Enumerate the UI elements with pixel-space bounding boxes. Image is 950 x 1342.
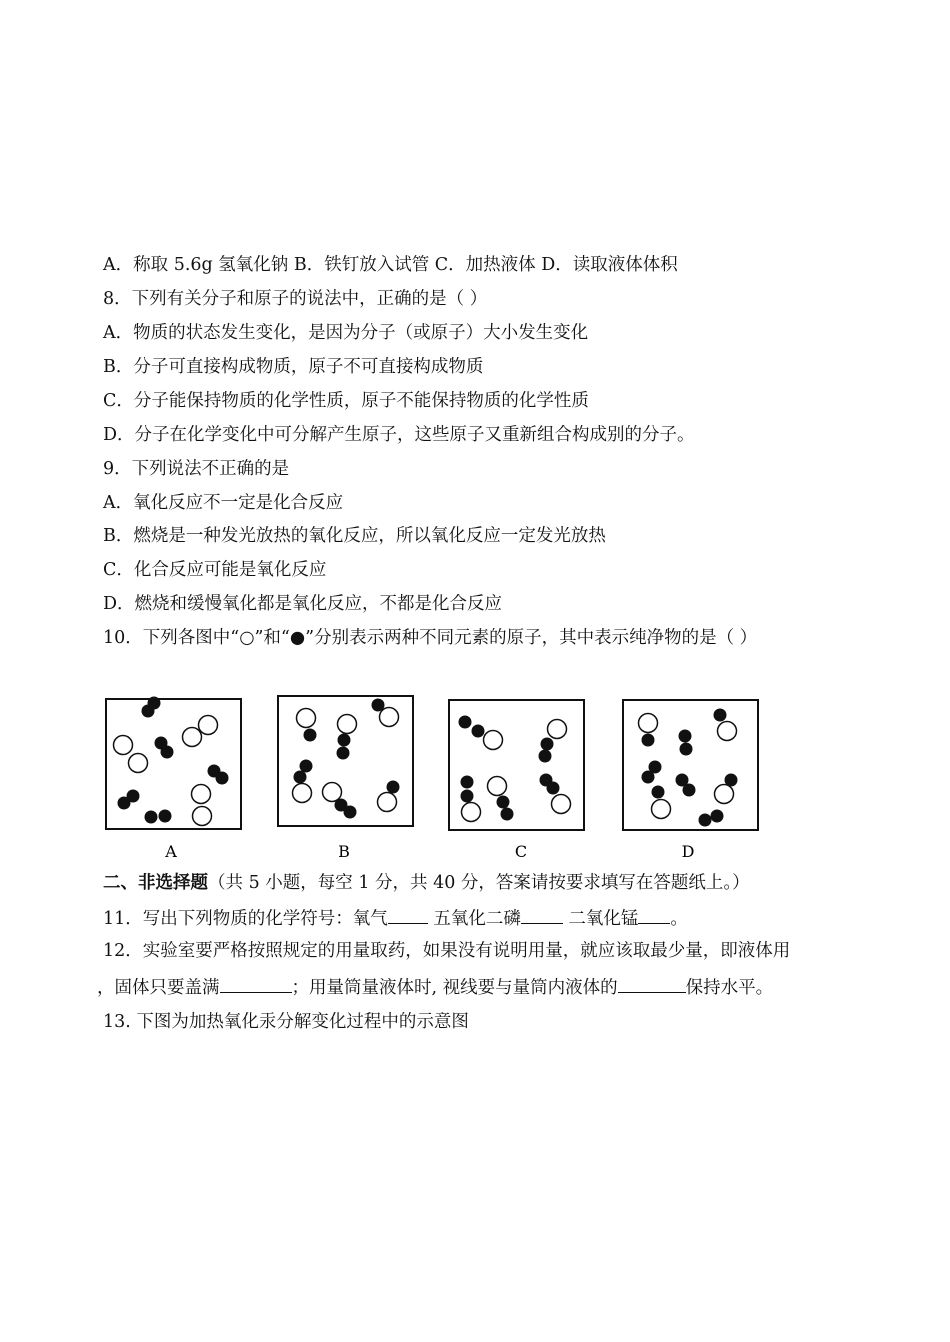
line-7-options: A．称取 5.6g 氢氧化钠 B．铁钉放入试管 C．加热液体 D．读取液体体积 [103, 255, 678, 275]
box-d [623, 700, 758, 830]
q9-option-c: C．化合反应可能是氧化反应 [103, 560, 327, 580]
box-b [278, 696, 413, 826]
q12-text-3: 保持水平。 [685, 978, 774, 998]
question-12-line-2 [97, 975, 773, 999]
q12-blank-2[interactable] [618, 975, 686, 993]
q11-text-2: 五氧化二磷 [427, 909, 521, 929]
question-10: 10．下列各图中“○”和“●”分别表示两种不同元素的原子，其中表示纯净物的是（ ） [103, 628, 758, 648]
q9-option-b: B．燃烧是一种发光放热的氧化反应，所以氧化反应一定发光放热 [103, 526, 606, 546]
section-2-heading [103, 872, 750, 894]
section-2-title: 二、非选择题 [103, 873, 208, 893]
question-8: 8．下列有关分子和原子的说法中，正确的是（ ） [103, 289, 488, 309]
question-13: 13. 下图为加热氧化汞分解变化过程中的示意图 [103, 1012, 469, 1032]
q9-option-a: A．氧化反应不一定是化合反应 [103, 493, 344, 513]
q9-option-d: D．燃烧和缓慢氧化都是氧化反应，不都是化合反应 [103, 594, 503, 614]
label-d: D [681, 842, 695, 861]
atom-diagram-figure [103, 692, 773, 864]
q8-option-d: D．分子在化学变化中可分解产生原子，这些原子又重新组合构成别的分子。 [103, 425, 695, 445]
box-c [449, 700, 584, 830]
q11-blank-3[interactable] [638, 906, 670, 924]
box-a [106, 697, 241, 830]
q8-option-b: B．分子可直接构成物质，原子不可直接构成物质 [103, 357, 484, 377]
q11-blank-1[interactable] [388, 906, 428, 924]
q11-text-1: 11．写出下列物质的化学符号：氧气 [103, 909, 388, 929]
q8-option-a: A．物质的状态发生变化，是因为分子（或原子）大小发生变化 [103, 323, 589, 343]
label-b: B [338, 842, 350, 861]
question-12-line-1: 12．实验室要严格按照规定的用量取药，如果没有说明用量，就应该取最少量，即液体用 [103, 941, 791, 961]
q8-option-c: C．分子能保持物质的化学性质，原子不能保持物质的化学性质 [103, 391, 589, 411]
q12-text-2: ；用量筒量液体时, 视线要与量筒内液体的 [291, 978, 618, 998]
q11-text-3: 二氧化锰 [562, 909, 639, 929]
q12-blank-1[interactable] [220, 975, 292, 993]
section-2-note: （共 5 小题，每空 1 分，共 40 分，答案请按要求填写在答题纸上。） [208, 873, 750, 893]
question-9: 9．下列说法不正确的是 [103, 459, 290, 479]
label-c: C [514, 842, 528, 861]
q11-text-4: 。 [670, 909, 688, 929]
label-a: A [165, 842, 177, 861]
question-11 [103, 906, 688, 930]
q12-text-1: ，固体只要盖满 [97, 978, 220, 998]
q11-blank-2[interactable] [521, 906, 563, 924]
